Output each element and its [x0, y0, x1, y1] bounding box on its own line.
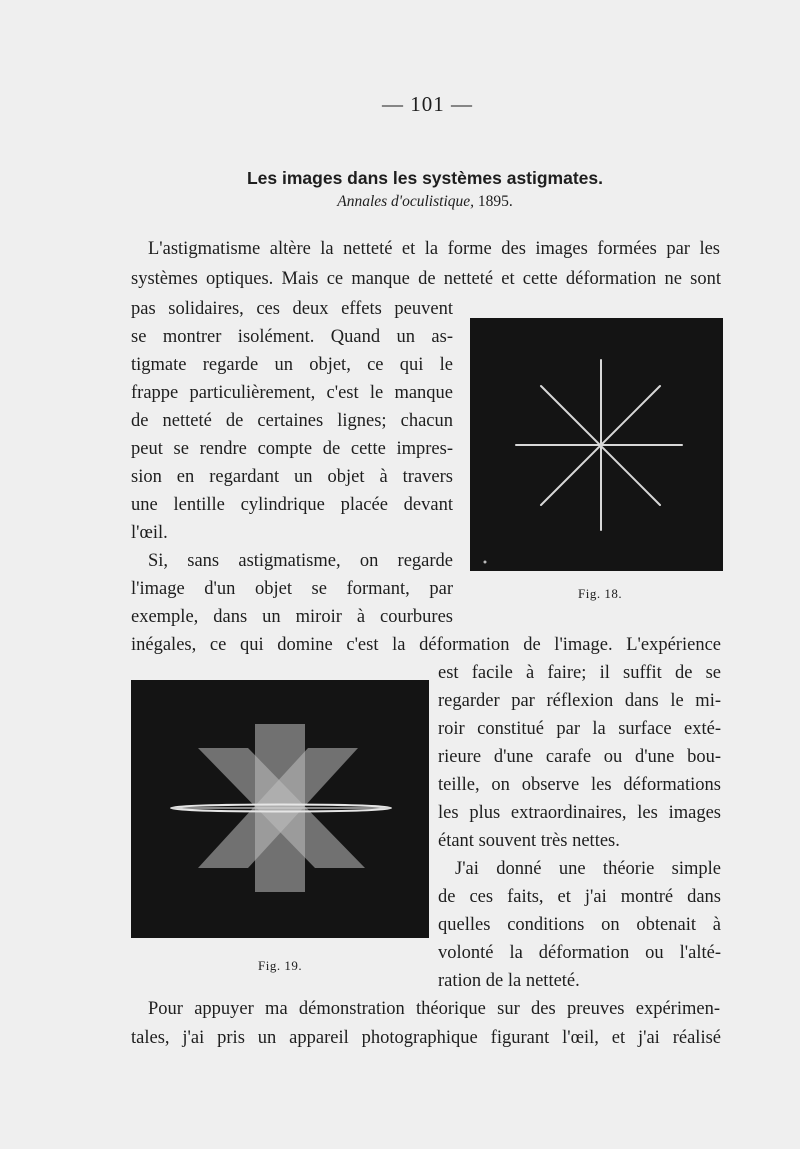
body-line: quelles conditions on obtenait à: [438, 915, 721, 935]
body-line: Pour appuyer ma démonstration théorique sur des preuves expérimen-: [148, 999, 720, 1019]
body-line: l'œil.: [131, 523, 168, 543]
body-line: se montrer isolément. Quand un as-: [131, 327, 453, 347]
article-subtitle: [0, 193, 800, 211]
body-line: J'ai donné une théorie simple: [455, 859, 721, 879]
body-line: tigmate regarde un objet, ce qui le: [131, 355, 453, 375]
figure-18-plate: [470, 318, 723, 571]
figure-19-bands-image: [131, 680, 429, 938]
body-line: teille, on observe les déformations: [438, 775, 721, 795]
body-line: peut se rendre compte de cette impres-: [131, 439, 453, 459]
body-line: systèmes optiques. Mais ce manque de netteté et cette déformation ne sont: [131, 269, 721, 289]
body-line: les plus extraordinaires, les images: [438, 803, 721, 823]
body-line: volonté la déformation ou l'alté-: [438, 943, 721, 963]
body-line: l'image d'un objet se formant, par: [131, 579, 453, 599]
publication-year: 1895.: [477, 193, 513, 210]
body-line: rieure d'une carafe ou d'une bou-: [438, 747, 721, 767]
body-line: regarder par réflexion dans le mi-: [438, 691, 721, 711]
body-line: pas solidaires, ces deux effets peuvent: [131, 299, 453, 319]
body-line: frappe particulièrement, c'est le manque: [131, 383, 453, 403]
body-line: sion en regardant un objet à travers: [131, 467, 453, 487]
body-line: inégales, ce qui domine c'est la déformation de l'image. L'expérience: [131, 635, 721, 655]
body-line: est facile à faire; il suffit de se: [438, 663, 721, 683]
body-line: Si, sans astigmatisme, on regarde: [148, 551, 453, 571]
body-line: roir constitué par la surface exté-: [438, 719, 721, 739]
figure-19-plate: [131, 680, 429, 938]
figure-18-caption: Fig. 18.: [578, 586, 623, 601]
figure-19-caption: Fig. 19.: [258, 958, 303, 973]
body-line: L'astigmatisme altère la netteté et la forme des images formées par les: [148, 239, 720, 259]
article-title: Les images dans les systèmes astigmates.: [246, 168, 604, 188]
body-line: de ces faits, et j'ai montré dans: [438, 887, 721, 907]
body-line: de netteté de certaines lignes; chacun: [131, 411, 453, 431]
body-line: exemple, dans un miroir à courbures: [131, 607, 453, 627]
body-line: étant souvent très nettes.: [438, 831, 620, 851]
journal-name: Annales d'oculistique,: [337, 193, 475, 210]
body-line: ration de la netteté.: [438, 971, 580, 991]
figure-18-star-image: [470, 318, 723, 571]
body-line: une lentille cylindrique placée devant: [131, 495, 453, 515]
page-number: — 101 —: [382, 92, 473, 116]
body-line: tales, j'ai pris un appareil photographique figurant l'œil, et j'ai réalisé: [131, 1028, 721, 1048]
